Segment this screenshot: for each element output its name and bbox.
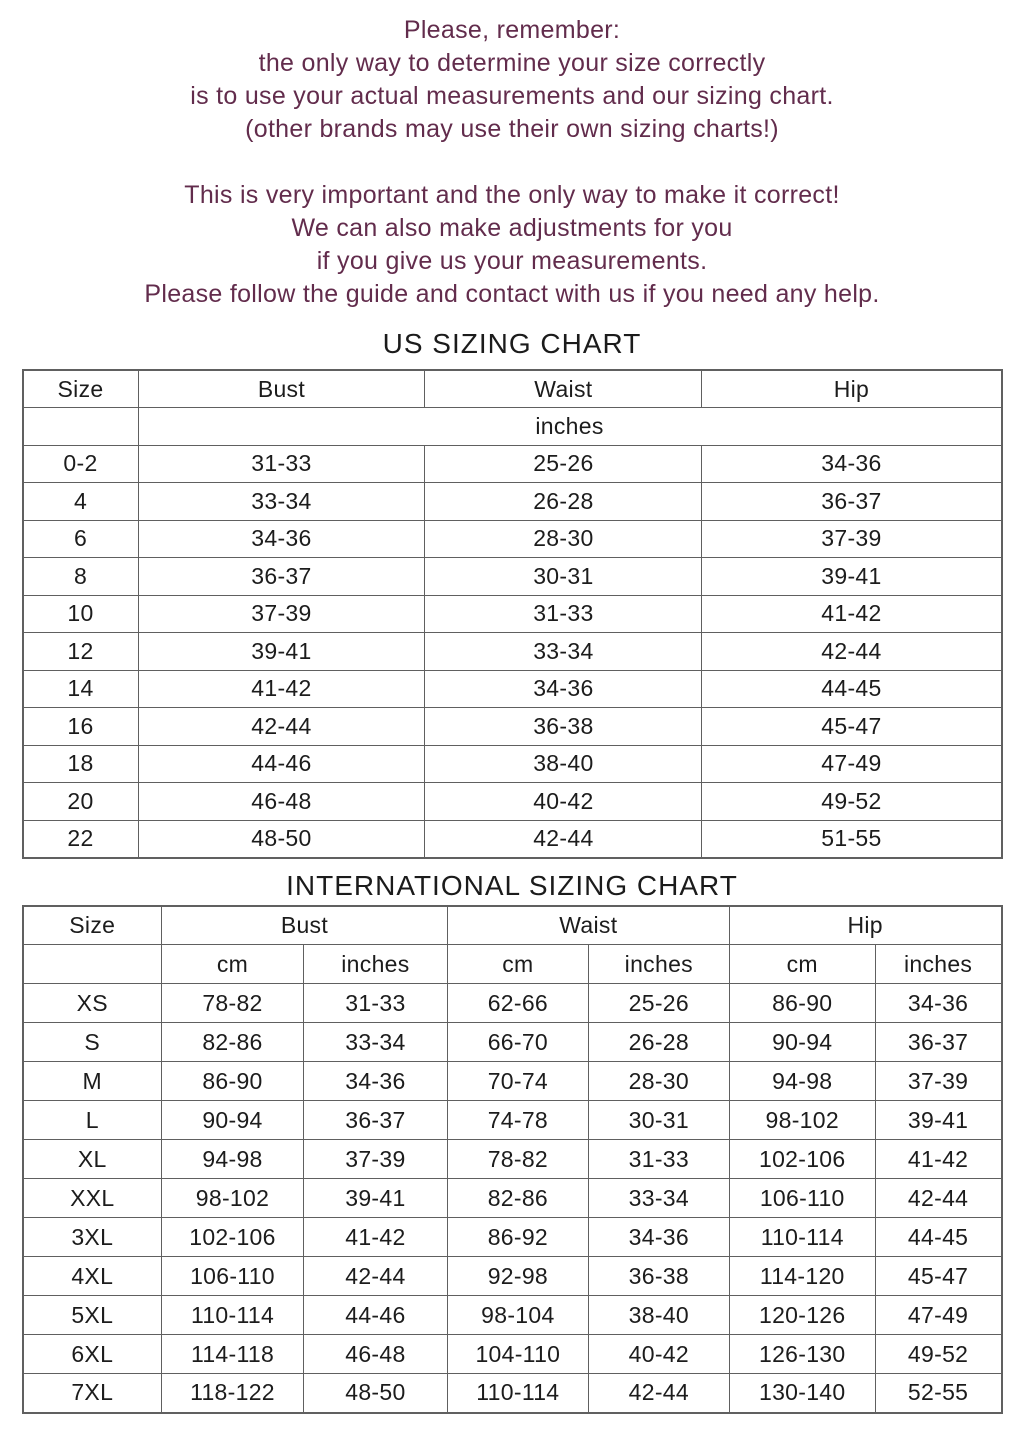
measurement-cell: 114-120 (729, 1257, 875, 1296)
measurement-cell: 62-66 (447, 984, 588, 1023)
table-row (23, 1257, 1002, 1296)
international-sizing-table (22, 905, 1003, 1414)
intro-paragraph-1: Please, remember: the only way to determine your size correctly is to use your actual measurements and our sizing chart. (other brands may use their own sizing charts!) (190, 16, 834, 143)
intl-unit-label-bust-cm: cm (162, 945, 304, 984)
us-unit-row-empty-cell (23, 408, 139, 446)
measurement-cell: 42-44 (702, 633, 1002, 671)
measurement-cell: 48-50 (138, 820, 425, 858)
measurement-cell: 106-110 (162, 1257, 304, 1296)
table-row (23, 483, 1002, 521)
intl-chart-title: INTERNATIONAL SIZING CHART (286, 869, 738, 901)
measurement-cell: 86-90 (162, 1062, 304, 1101)
table-row (23, 520, 1002, 558)
measurement-cell: 92-98 (447, 1257, 588, 1296)
measurement-cell: 34-36 (303, 1062, 447, 1101)
measurement-cell: 94-98 (162, 1140, 304, 1179)
measurement-cell: 25-26 (588, 984, 729, 1023)
us-column-header-bust: Bust (138, 370, 425, 408)
measurement-cell: 36-37 (303, 1101, 447, 1140)
measurement-cell: 41-42 (702, 595, 1002, 633)
measurement-cell: 110-114 (729, 1218, 875, 1257)
measurement-cell: 110-114 (162, 1296, 304, 1335)
size-cell: 14 (23, 670, 139, 708)
measurement-cell: 41-42 (875, 1140, 1001, 1179)
us-column-header-size: Size (23, 370, 139, 408)
table-row (23, 445, 1002, 483)
measurement-cell: 98-102 (162, 1179, 304, 1218)
measurement-cell: 114-118 (162, 1335, 304, 1374)
table-row (23, 1062, 1002, 1101)
size-cell: XL (23, 1140, 162, 1179)
measurement-cell: 31-33 (588, 1140, 729, 1179)
measurement-cell: 78-82 (162, 984, 304, 1023)
table-row (23, 1335, 1002, 1374)
size-cell: 22 (23, 820, 139, 858)
measurement-cell: 82-86 (447, 1179, 588, 1218)
measurement-cell: 98-102 (729, 1101, 875, 1140)
table-row (23, 708, 1002, 746)
size-cell: XXL (23, 1179, 162, 1218)
size-cell: 4XL (23, 1257, 162, 1296)
table-row (23, 633, 1002, 671)
intl-unit-label-waist-cm: cm (447, 945, 588, 984)
measurement-cell: 45-47 (702, 708, 1002, 746)
measurement-cell: 42-44 (588, 1374, 729, 1413)
size-cell: 6XL (23, 1335, 162, 1374)
measurement-cell: 44-45 (702, 670, 1002, 708)
table-row (23, 820, 1002, 858)
measurement-cell: 26-28 (588, 1023, 729, 1062)
measurement-cell: 31-33 (425, 595, 702, 633)
measurement-cell: 78-82 (447, 1140, 588, 1179)
size-cell: 3XL (23, 1218, 162, 1257)
measurement-cell: 86-92 (447, 1218, 588, 1257)
us-unit-row (23, 408, 1002, 446)
size-cell: 6 (23, 520, 139, 558)
intl-unit-label-bust-inches: inches (303, 945, 447, 984)
table-row (23, 745, 1002, 783)
measurement-cell: 39-41 (875, 1101, 1001, 1140)
measurement-cell: 41-42 (138, 670, 425, 708)
table-row (23, 1101, 1002, 1140)
measurement-cell: 44-46 (303, 1296, 447, 1335)
measurement-cell: 38-40 (588, 1296, 729, 1335)
size-cell: XS (23, 984, 162, 1023)
size-cell: L (23, 1101, 162, 1140)
table-row (23, 595, 1002, 633)
us-chart-title: US SIZING CHART (382, 328, 642, 359)
measurement-cell: 36-37 (138, 558, 425, 596)
measurement-cell: 34-36 (588, 1218, 729, 1257)
us-table-header-row (23, 370, 1002, 408)
size-cell: 8 (23, 558, 139, 596)
size-cell: S (23, 1023, 162, 1062)
measurement-cell: 94-98 (729, 1062, 875, 1101)
measurement-cell: 90-94 (729, 1023, 875, 1062)
size-cell: 18 (23, 745, 139, 783)
measurement-cell: 28-30 (425, 520, 702, 558)
size-cell: 4 (23, 483, 139, 521)
measurement-cell: 106-110 (729, 1179, 875, 1218)
measurement-cell: 42-44 (425, 820, 702, 858)
us-unit-label: inches (138, 408, 1001, 446)
measurement-cell: 98-104 (447, 1296, 588, 1335)
measurement-cell: 33-34 (138, 483, 425, 521)
table-row (23, 1296, 1002, 1335)
measurement-cell: 37-39 (702, 520, 1002, 558)
table-row (23, 558, 1002, 596)
measurement-cell: 31-33 (303, 984, 447, 1023)
measurement-cell: 42-44 (875, 1179, 1001, 1218)
measurement-cell: 74-78 (447, 1101, 588, 1140)
measurement-cell: 49-52 (702, 783, 1002, 821)
table-row (23, 1374, 1002, 1413)
intl-unit-row-empty-cell (23, 945, 162, 984)
size-cell: 7XL (23, 1374, 162, 1413)
measurement-cell: 36-38 (588, 1257, 729, 1296)
measurement-cell: 130-140 (729, 1374, 875, 1413)
measurement-cell: 41-42 (303, 1218, 447, 1257)
measurement-cell: 118-122 (162, 1374, 304, 1413)
measurement-cell: 82-86 (162, 1023, 304, 1062)
size-cell: 5XL (23, 1296, 162, 1335)
measurement-cell: 46-48 (303, 1335, 447, 1374)
intl-table-body (23, 984, 1002, 1413)
measurement-cell: 28-30 (588, 1062, 729, 1101)
size-cell: 20 (23, 783, 139, 821)
measurement-cell: 39-41 (702, 558, 1002, 596)
intro-paragraph-2: This is very important and the only way to make it correct! We can also make adjustments for you if you give us your measurements. Please follow the guide and contact with us if you need any help. (144, 181, 880, 308)
measurement-cell: 34-36 (702, 445, 1002, 483)
table-row (23, 1218, 1002, 1257)
measurement-cell: 30-31 (588, 1101, 729, 1140)
measurement-cell: 36-37 (875, 1023, 1001, 1062)
measurement-cell: 51-55 (702, 820, 1002, 858)
size-cell: 12 (23, 633, 139, 671)
size-cell: 0-2 (23, 445, 139, 483)
table-row (23, 1023, 1002, 1062)
measurement-cell: 46-48 (138, 783, 425, 821)
table-row (23, 984, 1002, 1023)
size-cell: M (23, 1062, 162, 1101)
intl-column-header-waist: Waist (447, 906, 729, 945)
intro-text-block (0, 0, 1024, 311)
measurement-cell: 37-39 (303, 1140, 447, 1179)
measurement-cell: 36-37 (702, 483, 1002, 521)
measurement-cell: 102-106 (162, 1218, 304, 1257)
measurement-cell: 44-45 (875, 1218, 1001, 1257)
size-cell: 10 (23, 595, 139, 633)
measurement-cell: 42-44 (303, 1257, 447, 1296)
measurement-cell: 49-52 (875, 1335, 1001, 1374)
us-column-header-hip: Hip (702, 370, 1002, 408)
intl-unit-label-waist-inches: inches (588, 945, 729, 984)
measurement-cell: 47-49 (702, 745, 1002, 783)
measurement-cell: 38-40 (425, 745, 702, 783)
intl-unit-label-hip-cm: cm (729, 945, 875, 984)
us-table-body (23, 445, 1002, 858)
table-row (23, 783, 1002, 821)
measurement-cell: 33-34 (303, 1023, 447, 1062)
us-column-header-waist: Waist (425, 370, 702, 408)
measurement-cell: 86-90 (729, 984, 875, 1023)
table-row (23, 670, 1002, 708)
measurement-cell: 120-126 (729, 1296, 875, 1335)
measurement-cell: 102-106 (729, 1140, 875, 1179)
intl-column-header-size: Size (23, 906, 162, 945)
measurement-cell: 34-36 (138, 520, 425, 558)
measurement-cell: 48-50 (303, 1374, 447, 1413)
measurement-cell: 104-110 (447, 1335, 588, 1374)
us-sizing-table (22, 369, 1003, 859)
measurement-cell: 30-31 (425, 558, 702, 596)
measurement-cell: 34-36 (425, 670, 702, 708)
measurement-cell: 42-44 (138, 708, 425, 746)
measurement-cell: 37-39 (875, 1062, 1001, 1101)
measurement-cell: 40-42 (588, 1335, 729, 1374)
table-row (23, 1140, 1002, 1179)
measurement-cell: 37-39 (138, 595, 425, 633)
measurement-cell: 25-26 (425, 445, 702, 483)
intl-unit-row (23, 945, 1002, 984)
measurement-cell: 52-55 (875, 1374, 1001, 1413)
measurement-cell: 40-42 (425, 783, 702, 821)
measurement-cell: 44-46 (138, 745, 425, 783)
measurement-cell: 39-41 (138, 633, 425, 671)
measurement-cell: 90-94 (162, 1101, 304, 1140)
measurement-cell: 66-70 (447, 1023, 588, 1062)
size-cell: 16 (23, 708, 139, 746)
measurement-cell: 47-49 (875, 1296, 1001, 1335)
measurement-cell: 34-36 (875, 984, 1001, 1023)
measurement-cell: 39-41 (303, 1179, 447, 1218)
measurement-cell: 36-38 (425, 708, 702, 746)
intl-column-header-hip: Hip (729, 906, 1001, 945)
measurement-cell: 110-114 (447, 1374, 588, 1413)
intl-table-header-row (23, 906, 1002, 945)
measurement-cell: 45-47 (875, 1257, 1001, 1296)
table-row (23, 1179, 1002, 1218)
measurement-cell: 70-74 (447, 1062, 588, 1101)
intl-column-header-bust: Bust (162, 906, 448, 945)
measurement-cell: 26-28 (425, 483, 702, 521)
intl-unit-label-hip-inches: inches (875, 945, 1001, 984)
measurement-cell: 33-34 (588, 1179, 729, 1218)
measurement-cell: 126-130 (729, 1335, 875, 1374)
measurement-cell: 31-33 (138, 445, 425, 483)
measurement-cell: 33-34 (425, 633, 702, 671)
